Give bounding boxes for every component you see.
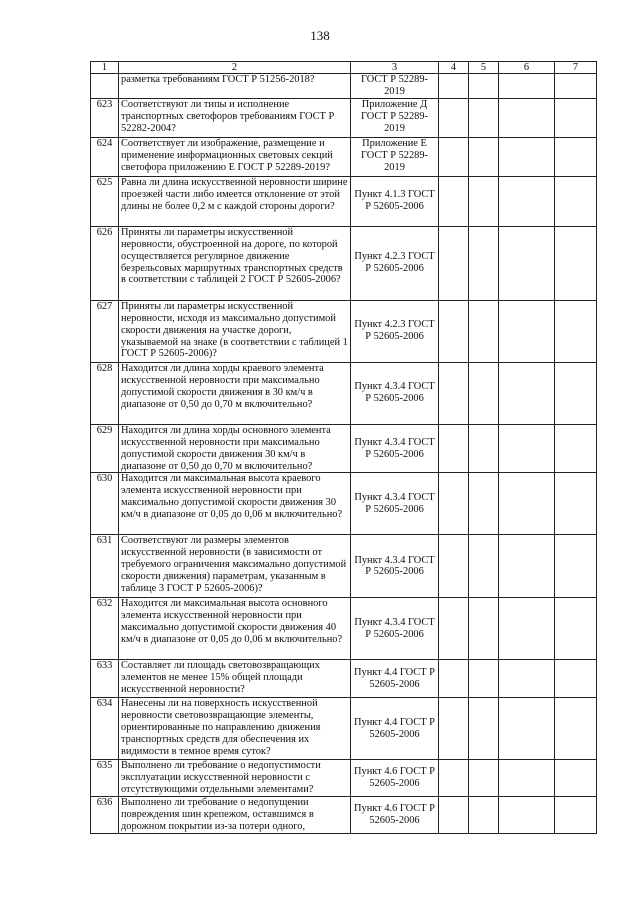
normative-reference: Пункт 4.3.4 ГОСТ Р 52605-2006 [351, 535, 439, 598]
not-applicable-cell[interactable] [499, 660, 555, 698]
row-number: 636 [91, 797, 119, 834]
answer-yes-cell[interactable] [439, 300, 469, 362]
table-row [91, 598, 597, 660]
notes-cell[interactable] [555, 424, 597, 473]
normative-reference: Пункт 4.6 ГОСТ Р 52605-2006 [351, 760, 439, 797]
answer-yes-cell[interactable] [439, 535, 469, 598]
normative-reference: Приложение Д ГОСТ Р 52289-2019 [351, 98, 439, 137]
checklist-table [90, 61, 597, 834]
not-applicable-cell[interactable] [499, 226, 555, 300]
row-number: 631 [91, 535, 119, 598]
column-header-4: 4 [439, 62, 469, 74]
requirement-question: Находится ли максимальная высота краевого элемента искусственной неровности при максимально допустимой скорости движения 30 км/ч в диапазоне от 0,05 до 0,06 м включительно? [119, 473, 351, 535]
answer-no-cell[interactable] [469, 424, 499, 473]
notes-cell[interactable] [555, 362, 597, 424]
normative-reference: Пункт 4.4 ГОСТ Р 52605-2006 [351, 698, 439, 760]
notes-cell[interactable] [555, 74, 597, 99]
table-row [91, 74, 597, 99]
row-number: 626 [91, 226, 119, 300]
column-header-5: 5 [469, 62, 499, 74]
not-applicable-cell[interactable] [499, 74, 555, 99]
answer-yes-cell[interactable] [439, 473, 469, 535]
requirement-question: Приняты ли параметры искусственной неровности, обустроенной на дороге, по которой осуществляется регулярное движение безрельсовых маршрутных транспортных средств в соответствии с таблицей 2 ГОСТ Р 52605-2006? [119, 226, 351, 300]
table-row [91, 176, 597, 226]
row-number: 627 [91, 300, 119, 362]
answer-yes-cell[interactable] [439, 598, 469, 660]
not-applicable-cell[interactable] [499, 698, 555, 760]
answer-no-cell[interactable] [469, 226, 499, 300]
row-number: 635 [91, 760, 119, 797]
answer-yes-cell[interactable] [439, 797, 469, 834]
answer-no-cell[interactable] [469, 362, 499, 424]
not-applicable-cell[interactable] [499, 362, 555, 424]
answer-no-cell[interactable] [469, 137, 499, 176]
not-applicable-cell[interactable] [499, 424, 555, 473]
normative-reference: Пункт 4.6 ГОСТ Р 52605-2006 [351, 797, 439, 834]
answer-yes-cell[interactable] [439, 698, 469, 760]
notes-cell[interactable] [555, 698, 597, 760]
column-header-6: 6 [499, 62, 555, 74]
notes-cell[interactable] [555, 760, 597, 797]
answer-no-cell[interactable] [469, 760, 499, 797]
answer-yes-cell[interactable] [439, 74, 469, 99]
answer-yes-cell[interactable] [439, 760, 469, 797]
row-number: 624 [91, 137, 119, 176]
requirement-question: Составляет ли площадь световозвращающих элементов не менее 15% общей площади искусственной неровности? [119, 660, 351, 698]
requirement-question: Находится ли максимальная высота основного элемента искусственной неровности при максимально допустимой скорости движения 40 км/ч в диапазоне от 0,05 до 0,06 м включительно? [119, 598, 351, 660]
not-applicable-cell[interactable] [499, 797, 555, 834]
answer-no-cell[interactable] [469, 176, 499, 226]
row-number: 634 [91, 698, 119, 760]
not-applicable-cell[interactable] [499, 300, 555, 362]
normative-reference: ГОСТ Р 52289-2019 [351, 74, 439, 99]
answer-yes-cell[interactable] [439, 424, 469, 473]
normative-reference: Пункт 4.2.3 ГОСТ Р 52605-2006 [351, 226, 439, 300]
requirement-question: Приняты ли параметры искусственной неровности, исходя из максимально допустимой скорости движения на участке дороги, указываемой на знаке (в соответствии с таблицей 1 ГОСТ Р 52605-2006)? [119, 300, 351, 362]
table-row [91, 660, 597, 698]
requirement-question: Выполнено ли требование о недопустимости эксплуатации искусственной неровности с отсутствующими отдельными элементами? [119, 760, 351, 797]
normative-reference: Пункт 4.1.3 ГОСТ Р 52605-2006 [351, 176, 439, 226]
answer-yes-cell[interactable] [439, 660, 469, 698]
row-number: 632 [91, 598, 119, 660]
page-number: 138 [310, 28, 330, 43]
not-applicable-cell[interactable] [499, 176, 555, 226]
table-row [91, 226, 597, 300]
row-number [91, 74, 119, 99]
answer-no-cell[interactable] [469, 660, 499, 698]
normative-reference: Пункт 4.3.4 ГОСТ Р 52605-2006 [351, 424, 439, 473]
requirement-question: Соответствуют ли типы и исполнение транспортных светофоров требованиям ГОСТ Р 52282-2004? [119, 98, 351, 137]
notes-cell[interactable] [555, 98, 597, 137]
normative-reference: Пункт 4.3.4 ГОСТ Р 52605-2006 [351, 473, 439, 535]
not-applicable-cell[interactable] [499, 535, 555, 598]
table-row [91, 473, 597, 535]
requirement-question: Равна ли длина искусственной неровности ширине проезжей части либо имеется отклонение от этой длины не более 0,2 м с каждой стороны дороги? [119, 176, 351, 226]
not-applicable-cell[interactable] [499, 473, 555, 535]
column-header-1: 1 [91, 62, 119, 74]
answer-no-cell[interactable] [469, 535, 499, 598]
row-number: 625 [91, 176, 119, 226]
notes-cell[interactable] [555, 598, 597, 660]
notes-cell[interactable] [555, 797, 597, 834]
notes-cell[interactable] [555, 660, 597, 698]
table-row [91, 535, 597, 598]
table-row [91, 760, 597, 797]
table-row [91, 362, 597, 424]
notes-cell[interactable] [555, 226, 597, 300]
notes-cell[interactable] [555, 137, 597, 176]
table-row [91, 698, 597, 760]
row-number: 633 [91, 660, 119, 698]
column-header-3: 3 [351, 62, 439, 74]
requirement-question: Соответствует ли изображение, размещение и применение информационных световых секций светофора приложению Е ГОСТ Р 52289-2019? [119, 137, 351, 176]
notes-cell[interactable] [555, 176, 597, 226]
requirement-question: Находится ли длина хорды основного элемента искусственной неровности при максимально допустимой скорости движения 30 км/ч в диапазоне от 0,50 до 0,70 м включительно? [119, 424, 351, 473]
answer-yes-cell[interactable] [439, 226, 469, 300]
table-row [91, 98, 597, 137]
not-applicable-cell[interactable] [499, 137, 555, 176]
answer-no-cell[interactable] [469, 300, 499, 362]
normative-reference: Пункт 4.3.4 ГОСТ Р 52605-2006 [351, 362, 439, 424]
header-row [91, 62, 597, 74]
table-row [91, 424, 597, 473]
table-row [91, 137, 597, 176]
requirement-question: разметка требованиям ГОСТ Р 51256-2018? [119, 74, 351, 99]
requirement-question: Выполнено ли требование о недопущении повреждения шин крепежом, оставшимся в дорожном покрытии из-за потери одного, [119, 797, 351, 834]
notes-cell[interactable] [555, 473, 597, 535]
requirement-question: Нанесены ли на поверхность искусственной неровности световозвращающие элементы, ориентированные по направлению движения транспортных средств для обеспечения их видимости в темное время суток? [119, 698, 351, 760]
answer-no-cell[interactable] [469, 598, 499, 660]
answer-no-cell[interactable] [469, 473, 499, 535]
answer-no-cell[interactable] [469, 98, 499, 137]
not-applicable-cell[interactable] [499, 598, 555, 660]
answer-no-cell[interactable] [469, 698, 499, 760]
notes-cell[interactable] [555, 300, 597, 362]
row-number: 623 [91, 98, 119, 137]
normative-reference: Приложение Е ГОСТ Р 52289-2019 [351, 137, 439, 176]
table-row [91, 797, 597, 834]
row-number: 629 [91, 424, 119, 473]
normative-reference: Пункт 4.4 ГОСТ Р 52605-2006 [351, 660, 439, 698]
row-number: 628 [91, 362, 119, 424]
answer-yes-cell[interactable] [439, 362, 469, 424]
not-applicable-cell[interactable] [499, 98, 555, 137]
table-row [91, 300, 597, 362]
notes-cell[interactable] [555, 535, 597, 598]
answer-yes-cell[interactable] [439, 98, 469, 137]
answer-yes-cell[interactable] [439, 137, 469, 176]
row-number: 630 [91, 473, 119, 535]
column-header-2: 2 [119, 62, 351, 74]
normative-reference: Пункт 4.3.4 ГОСТ Р 52605-2006 [351, 598, 439, 660]
requirement-question: Соответствуют ли размеры элементов искусственной неровности (в зависимости от требуемого ограничения максимально допустимой скорости движения) параметрам, указанным в таблице 3 ГОСТ Р 52605-2006)? [119, 535, 351, 598]
requirement-question: Находится ли длина хорды краевого элемента искусственной неровности при максимально допустимой скорости движения в 30 км/ч в диапазоне от 0,50 до 0,70 м включительно? [119, 362, 351, 424]
answer-no-cell[interactable] [469, 797, 499, 834]
column-header-7: 7 [555, 62, 597, 74]
not-applicable-cell[interactable] [499, 760, 555, 797]
answer-yes-cell[interactable] [439, 176, 469, 226]
normative-reference: Пункт 4.2.3 ГОСТ Р 52605-2006 [351, 300, 439, 362]
answer-no-cell[interactable] [469, 74, 499, 99]
